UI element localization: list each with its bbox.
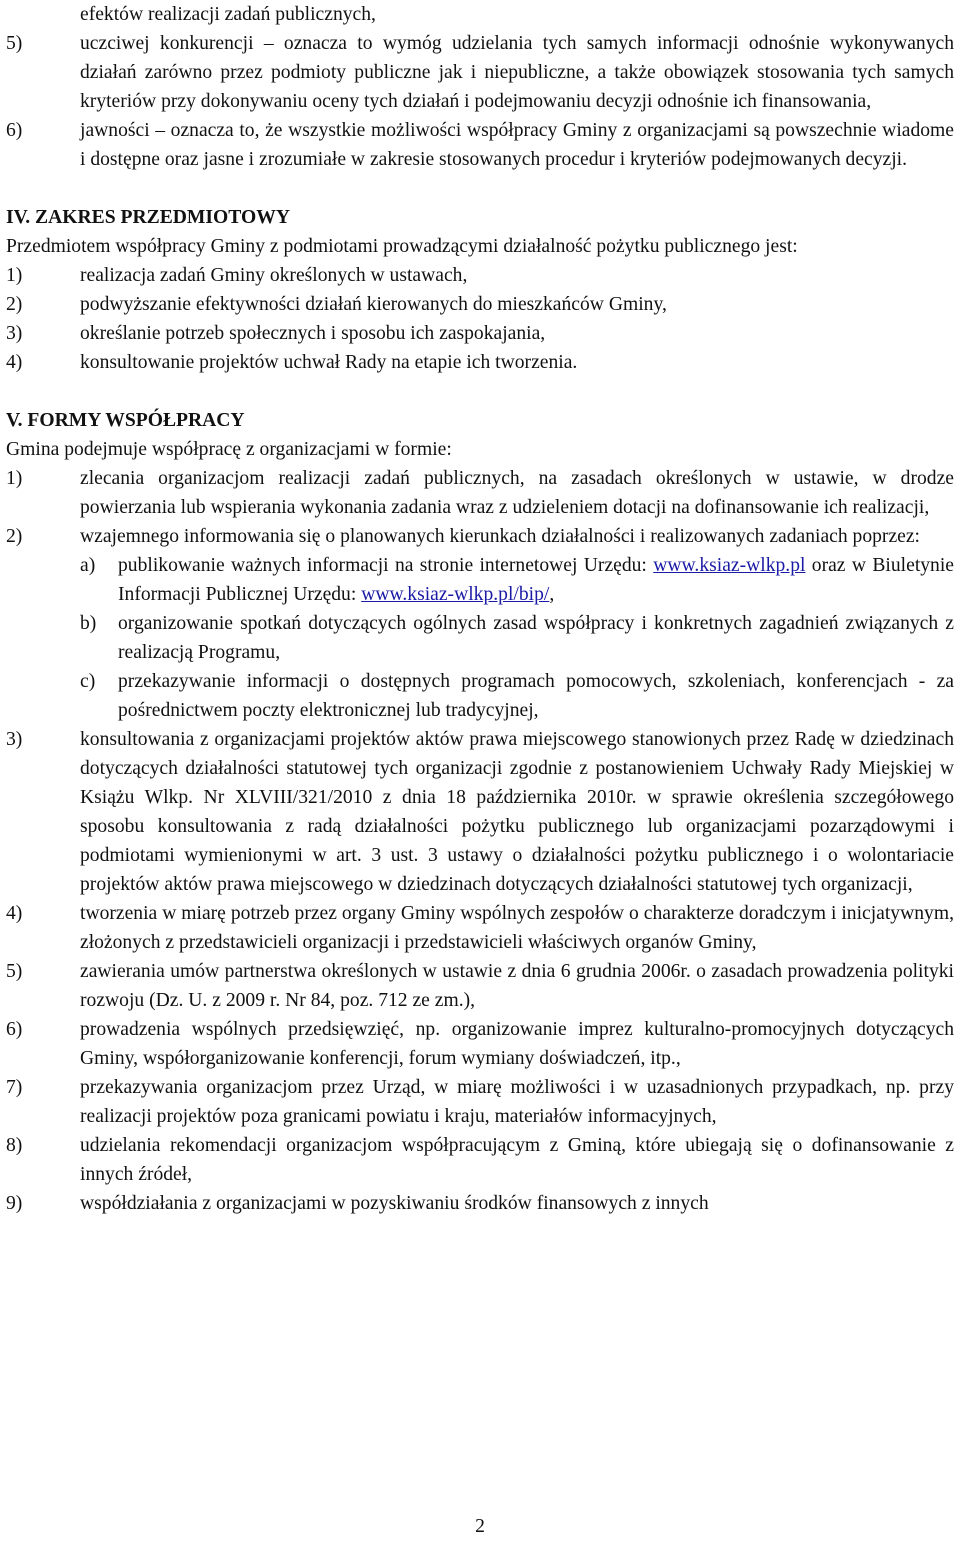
list-text: konsultowanie projektów uchwał Rady na etapie ich tworzenia. — [80, 352, 578, 373]
spacer — [6, 174, 954, 203]
sub-list-letter: a) — [80, 555, 96, 576]
list-item — [6, 957, 954, 1015]
list-item — [6, 1073, 954, 1131]
list-number: 3) — [6, 323, 23, 344]
list-number: 2) — [6, 526, 23, 547]
list-text: określanie potrzeb społecznych i sposobu ich zaspokajania, — [80, 323, 546, 344]
document-page — [6, 0, 954, 1218]
list-text: współdziałania z organizacjami w pozyskiwaniu środków finansowych z innych — [80, 1193, 709, 1214]
spacer — [6, 377, 954, 406]
list-number: 1) — [6, 468, 23, 489]
page-number: 2 — [475, 1516, 485, 1537]
list-text: tworzenia w miarę potrzeb przez organy Gminy wspólnych zespołów o charakterze doradczym i inicjatywnym, złożonych z przedstawicieli organizacji i przedstawicieli właściwych organów Gminy, — [80, 903, 954, 953]
list-text: wzajemnego informowania się o planowanych kierunkach działalności i realizowanych zadaniach poprzez: — [80, 526, 920, 547]
list-item — [6, 261, 954, 290]
list-item — [6, 1131, 954, 1189]
list-number: 3) — [6, 729, 23, 750]
list-text: podwyższanie efektywności działań kierowanych do mieszkańców Gminy, — [80, 294, 667, 315]
list-text: uczciwej konkurencji – oznacza to wymóg udzielania tych samych informacji odnośnie wykonywanych działań zarówno przez podmioty publiczne jak i niepubliczne, a także obowiązek stosowania tych samych kryteriów przy dokonywaniu oceny tych działań i podejmowaniu decyzji odnośnie ich finansowania, — [80, 33, 954, 112]
list-text: zawierania umów partnerstwa określonych w ustawie z dnia 6 grudnia 2006r. o zasadach prowadzenia polityki rozwoju (Dz. U. z 2009 r. Nr 84, poz. 712 ze zm.), — [80, 961, 954, 1011]
list-number: 9) — [6, 1193, 23, 1214]
list-number: 5) — [6, 961, 23, 982]
sub-list-text: przekazywanie informacji o dostępnych programach pomocowych, szkoleniach, konferencjach - za pośrednictwem poczty elektronicznej lub tradycyjnej, — [118, 671, 954, 721]
list-number: 6) — [6, 1019, 23, 1040]
section-intro: Przedmiotem współpracy Gminy z podmiotami prowadzącymi działalność pożytku publicznego jest: — [6, 236, 798, 257]
sub-list-item — [80, 551, 954, 609]
list-item — [6, 29, 954, 116]
website-link[interactable]: www.ksiaz-wlkp.pl — [653, 555, 806, 576]
list-number: 1) — [6, 265, 23, 286]
carryover-line: efektów realizacji zadań publicznych, — [80, 4, 376, 25]
list-item — [6, 522, 954, 551]
sub-list-letter: c) — [80, 671, 96, 692]
list-number: 4) — [6, 903, 23, 924]
sub-text-part: , — [549, 584, 555, 605]
list-text: konsultowania z organizacjami projektów aktów prawa miejscowego stanowionych przez Radę w dziedzinach dotyczących działalności statutowej tych organizacji zgodnie z postanowieniem Uchwały Rady Miejskiej w Książu Wlkp. Nr XLVIII/321/2010 z dnia 18 października 2010r. w sprawie określenia szczegółowego sposobu konsultowania z radą działalności pożytku publicznego lub organizacjami pozarządowymi i podmiotami wymienionymi w art. 3 ust. 3 ustawy o działalności pożytku publicznego i o wolontariacie projektów aktów prawa miejscowego w dziedzinach dotyczących działalności statutowej tych organizacji, — [80, 729, 954, 895]
list-item — [6, 348, 954, 377]
list-number: 6) — [6, 120, 23, 141]
bip-link[interactable]: www.ksiaz-wlkp.pl/bip/ — [361, 584, 550, 605]
sub-list-text: organizowanie spotkań dotyczących ogólnych zasad współpracy i konkretnych zagadnień związanych z realizacją Programu, — [118, 613, 954, 663]
list-text: zlecania organizacjom realizacji zadań publicznych, na zasadach określonych w ustawie, w drodze powierzania lub wspierania wykonania zadania wraz z udzieleniem dotacji na dofinansowanie ich realizacji, — [80, 468, 954, 518]
list-item — [6, 116, 954, 174]
list-item — [6, 725, 954, 899]
list-number: 2) — [6, 294, 23, 315]
list-text: realizacja zadań Gminy określonych w ustawach, — [80, 265, 468, 286]
list-text: udzielania rekomendacji organizacjom współpracującym z Gminą, które ubiegają się o dofinansowanie z innych źródeł, — [80, 1135, 954, 1185]
list-item — [6, 1189, 954, 1218]
list-text: prowadzenia wspólnych przedsięwzięć, np. organizowanie imprez kulturalno-promocyjnych dotyczących Gminy, współorganizowanie konferencji, forum wymiany doświadczeń, itp., — [80, 1019, 954, 1069]
section-heading-iv: IV. ZAKRES PRZEDMIOTOWY — [6, 207, 290, 228]
sub-text-part: publikowanie ważnych informacji na stronie internetowej Urzędu: — [118, 555, 654, 576]
sub-list-item — [80, 609, 954, 667]
list-text: przekazywania organizacjom przez Urząd, w miarę możliwości i w uzasadnionych przypadkach, np. przy realizacji projektów poza granicami powiatu i kraju, materiałów informacyjnych, — [80, 1077, 954, 1127]
sub-list-text — [118, 551, 954, 609]
list-number: 5) — [6, 33, 23, 54]
section-intro: Gmina podejmuje współpracę z organizacjami w formie: — [6, 439, 452, 460]
list-number: 4) — [6, 352, 23, 373]
list-item — [6, 464, 954, 522]
sub-list-letter: b) — [80, 613, 97, 634]
list-text: jawności – oznacza to, że wszystkie możliwości współpracy Gminy z organizacjami są powszechnie wiadome i dostępne oraz jasne i zrozumiałe w zakresie stosowanych procedur i kryteriów podejmowanych decyzji. — [80, 120, 954, 170]
list-item — [6, 319, 954, 348]
sub-text-part: oraz w Biuletynie Informacji Publicznej Urzędu: — [118, 555, 954, 605]
list-item — [6, 1015, 954, 1073]
list-item — [6, 290, 954, 319]
sub-list-item — [80, 667, 954, 725]
list-number: 7) — [6, 1077, 23, 1098]
list-number: 8) — [6, 1135, 23, 1156]
list-item — [6, 899, 954, 957]
section-heading-v: V. FORMY WSPÓŁPRACY — [6, 410, 245, 431]
